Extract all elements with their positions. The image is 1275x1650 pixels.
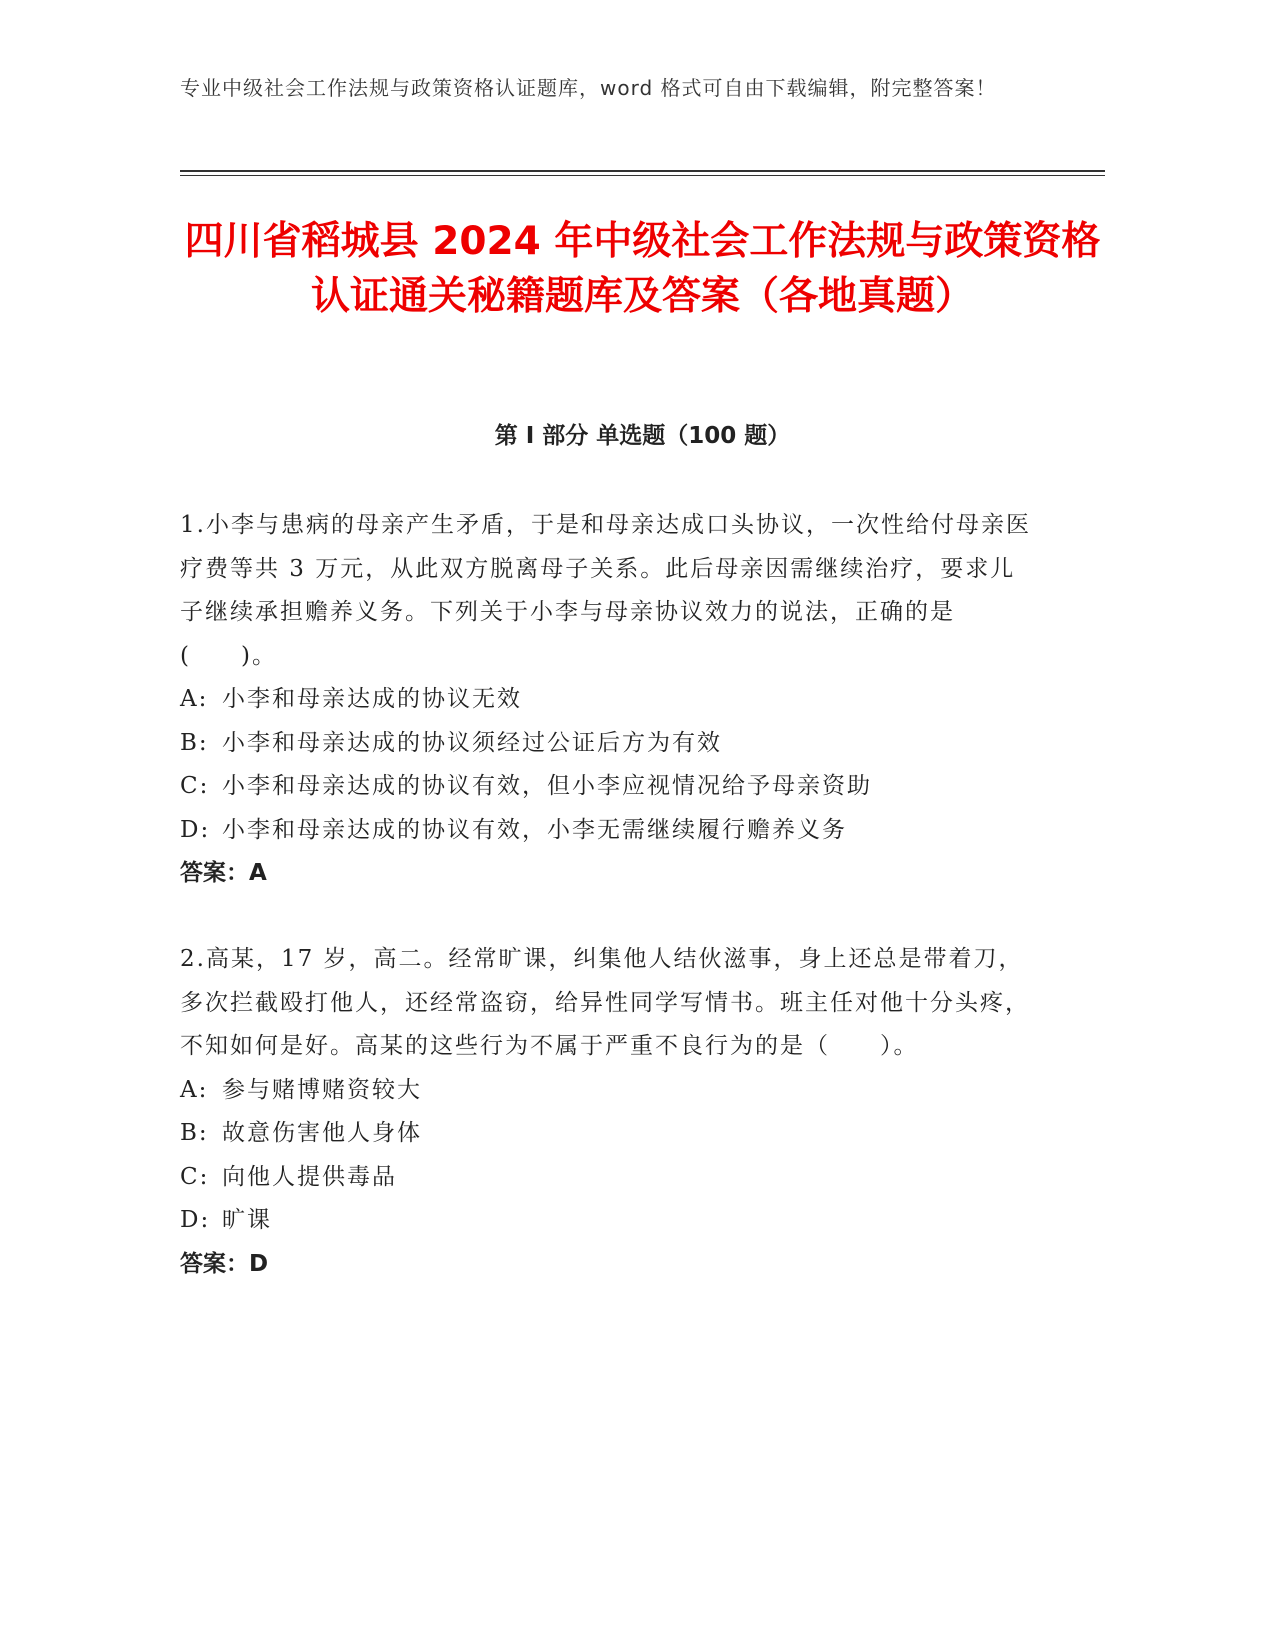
- header-rule-thick: [180, 170, 1105, 172]
- section-heading: 第 I 部分 单选题（100 题）: [494, 423, 791, 449]
- answer-label: 答案：D: [180, 1250, 269, 1277]
- option-letter: D:: [180, 1207, 211, 1233]
- option-d: [180, 1199, 1040, 1243]
- option-letter: D:: [180, 816, 211, 843]
- question-2: [180, 938, 1040, 1286]
- answer-label: 答案：A: [180, 860, 267, 886]
- option-text: 小李和母亲达成的协议有效，小李无需继续履行赡养义务: [222, 816, 847, 843]
- option-letter: C:: [180, 1163, 210, 1190]
- option-b: [180, 1112, 1040, 1156]
- question-1: [180, 504, 1040, 896]
- option-c: [180, 1156, 1040, 1200]
- option-text: 故意伤害他人身体: [222, 1120, 422, 1146]
- option-b: [180, 722, 1040, 766]
- option-d: [180, 809, 1040, 853]
- document-title: 四川省稻城县 2024 年中级社会工作法规与政策资格认证通关秘籍题库及答案（各地真题）: [184, 219, 1101, 319]
- option-letter: A:: [180, 686, 209, 712]
- header-note: 专业中级社会工作法规与政策资格认证题库，word 格式可自由下载编辑，附完整答案！: [180, 76, 997, 100]
- option-text: 小李和母亲达成的协议无效: [222, 686, 522, 712]
- option-letter: B:: [180, 729, 209, 756]
- option-letter: A:: [180, 1076, 209, 1103]
- option-text: 小李和母亲达成的协议有效，但小李应视情况给予母亲资助: [222, 773, 872, 799]
- option-a: [180, 678, 1040, 722]
- option-text: 向他人提供毒品: [222, 1163, 397, 1190]
- question-stem: 1.小李与患病的母亲产生矛盾，于是和母亲达成口头协议，一次性给付母亲医疗费等共 3 万元，从此双方脱离母子关系。此后母亲因需继续治疗，要求儿子继续承担赡养义务。下列关于小李与母亲协议效力的说法，正确的是( )。: [180, 512, 1031, 669]
- header-rule-thin: [180, 175, 1105, 176]
- option-a: [180, 1069, 1040, 1113]
- option-c: [180, 765, 1040, 809]
- option-text: 参与赌博赌资较大: [222, 1076, 422, 1103]
- option-letter: B:: [180, 1120, 209, 1146]
- option-text: 旷课: [222, 1207, 272, 1233]
- option-text: 小李和母亲达成的协议须经过公证后方为有效: [222, 729, 722, 756]
- option-letter: C:: [180, 773, 210, 799]
- question-stem: 2.高某，17 岁，高二。经常旷课，纠集他人结伙滋事，身上还总是带着刀，多次拦截殴打他人，还经常盗窃，给异性同学写情书。班主任对他十分头疼，不知如何是好。高某的这些行为不属于严重不良行为的是（ ）。: [180, 946, 1030, 1059]
